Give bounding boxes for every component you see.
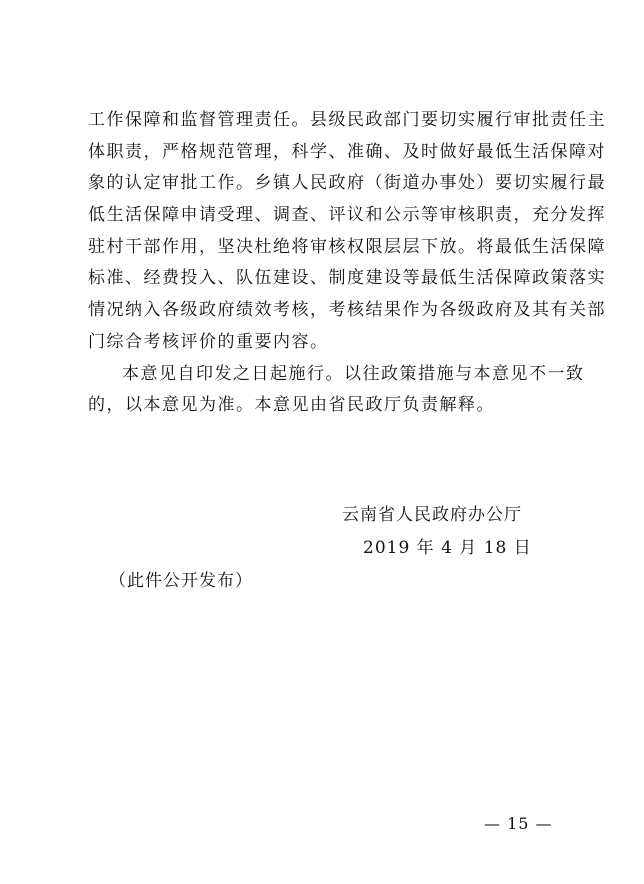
text-line: 情况纳入各级政府绩效考核，考核结果作为各级政府及其有关部 bbox=[88, 300, 606, 321]
text-line: 象的认定审批工作。乡镇人民政府（街道办事处）要切实履行最 bbox=[88, 173, 606, 194]
text-line: 标准、经费投入、队伍建设、制度建设等最低生活保障政策落实 bbox=[88, 268, 606, 289]
text-line: 驻村干部作用，坚决杜绝将审核权限层层下放。将最低生活保障 bbox=[88, 236, 606, 257]
document-body bbox=[88, 105, 606, 422]
issue-date: 2019 年 4 月 18 日 bbox=[363, 538, 532, 558]
text-line: 工作保障和监督管理责任。县级民政部门要切实履行审批责任主 bbox=[88, 110, 606, 130]
text-line: 的，以本意见为准。本意见由省民政厅负责解释。 bbox=[88, 395, 495, 416]
page-number: — 15 — bbox=[484, 814, 553, 833]
text-line: 体职责，严格规范管理，科学、准确、及时做好最低生活保障对 bbox=[88, 141, 606, 162]
issuing-organization: 云南省人民政府办公厅 bbox=[342, 505, 522, 525]
text-line: 本意见自印发之日起施行。以往政策措施与本意见不一致 bbox=[122, 363, 585, 384]
text-line: 低生活保障申请受理、调查、评议和公示等审核职责，充分发挥 bbox=[88, 205, 606, 226]
text-line: 门综合考核评价的重要内容。 bbox=[88, 331, 329, 352]
publication-note: （此件公开发布） bbox=[109, 571, 253, 591]
